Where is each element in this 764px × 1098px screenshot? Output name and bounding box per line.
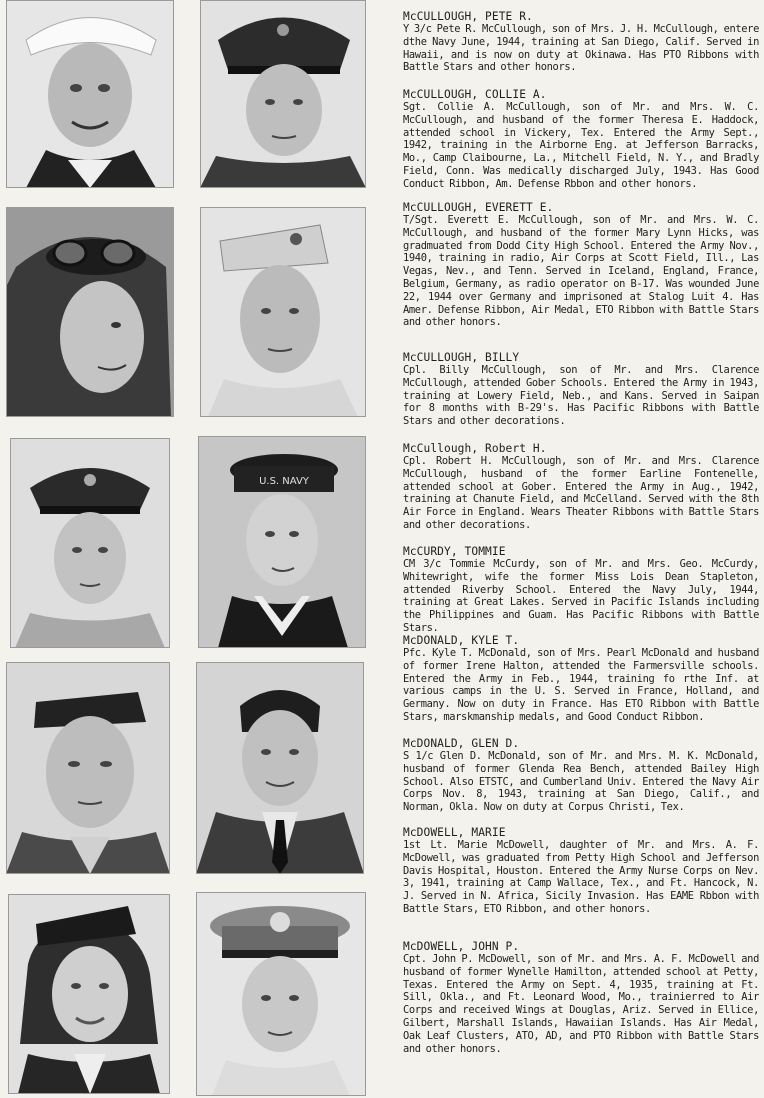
entry-text: S 1/c Glen D. McDonald, son of Mr. and Mrs. M. K. McDonald, husband of former Glenda Rea Bench, attended Bailey High School. Also ETSTC, and Cumberland Univ. Entered the Navy Air Corps Nov. 8, 1943, training at San Diego, Calif., and Norman, Okla. Now on duty at Corpus Christi, Tex.	[403, 750, 759, 814]
entry-name: McCULLOUGH, BILLY	[403, 351, 520, 364]
bio-entry-john-mcdowell	[397, 940, 759, 1055]
bio-entry-billy-mccullough	[397, 351, 759, 428]
bio-entry-tommie-mccurdy	[397, 545, 759, 635]
portrait-photo-4	[200, 207, 366, 417]
portrait-photo-7	[6, 662, 170, 874]
entry-name: McCULLOUGH, COLLIE A.	[403, 88, 547, 101]
entry-text: 1st Lt. Marie McDowell, daughter of Mr. and Mrs. A. F. McDowell, was graduated from Petty High School and Jefferson Davis Hospital, Houston. Entered the Army Nurse Corps on Nev. 3, 1941, training at Camp Wallace, Tex., and Ft. Hancock, N. J. Served in N. Africa, Sicily Invasion. Has EAME Rbbon with Battle Stars, ETO Ribbon, and other honors.	[403, 839, 759, 915]
entry-text: Cpt. John P. McDowell, son of Mr. and Mrs. A. F. McDowell and husband of former Wynelle Hamilton, attended school at Petty, Texas. Entered the Army on Sept. 4, 1935, training at Ft. Sill, Okla., and Ft. Leonard Wood, Mo., trainierred to Air Corps and received Wings at Douglas, Ariz. Served in Ellice, Gilbert, Marshall Islands, Hawaiian Islands. Has Air Medal, Oak Leaf Clusters, ATO, AD, and PTO Ribbon with Battle Stars and other honors.	[403, 953, 759, 1055]
portrait-photo-10	[196, 892, 366, 1096]
entry-text: Pfc. Kyle T. McDonald, son of Mrs. Pearl McDonald and husband of former Irene Halton, attended the Farmersville schools. Entered the Army in Feb., 1944, training fo rthe Inf. at various camps in the U. S. Served in France, Holland, and Germany. Now on duty in France. Has ETO Ribbon with Battle Stars, marskmanship medals, and Good Conduct Ribbon.	[403, 647, 759, 723]
portrait-photo-9	[8, 894, 170, 1094]
entry-text: CM 3/c Tommie McCurdy, son of Mr. and Mrs. Geo. McCurdy, Whitewright, wife the former Miss Lois Dean Stapleton, attended Riverby School. Entered the Navy July, 1944, training at Great Lakes. Served in Pacific Islands including the Philippines and Guam. Has Pacific Ribbons with Battle Stars.	[403, 558, 759, 634]
bio-entry-kyle-mcdonald	[397, 634, 759, 724]
portrait-photo-1	[6, 0, 174, 188]
entry-name: McCULLOUGH, EVERETT E.	[403, 201, 554, 214]
entry-name: McDOWELL, JOHN P.	[403, 940, 520, 953]
entry-name: McCULLOUGH, PETE R.	[403, 10, 533, 23]
sailor-portrait-icon	[6, 0, 174, 188]
aviator-portrait-icon	[6, 207, 174, 417]
entry-text: Sgt. Collie A. McCullough, son of Mr. and Mrs. W. C. McCullough, and husband of the former Theresa E. Haddock, attended school in Vickery, Tex. Entered the Army Sept., 1942, training in the Airborne Eng. at Jefferson Barracks, Mo., Camp Claibourne, La., Mitchell Field, N. Y., and Bradly Field, Conn. Was medically discharged July, 1943. Has Good Conduct Ribbon, Am. Defense Rbbon and other honors.	[403, 101, 759, 190]
portrait-photo-6	[198, 436, 366, 648]
soldier-portrait-icon	[10, 438, 170, 648]
bio-entry-pete-mccullough	[397, 10, 759, 74]
sailor-navy-cap-portrait-icon	[198, 436, 366, 648]
entry-name: McCURDY, TOMMIE	[403, 545, 506, 558]
bio-entry-everett-mccullough	[397, 201, 759, 329]
officer-portrait-icon	[196, 892, 366, 1096]
nurse-portrait-icon	[8, 894, 170, 1094]
soldier-garrison-portrait-icon	[200, 207, 366, 417]
civilian-portrait-icon	[196, 662, 364, 874]
entry-text: Cpl. Billy McCullough, son of Mr. and Mrs. Clarence McCullough, attended Gober Schools. Entered the Army in 1943, training at Lowery Field, Neb., and Kans. Served in Saipan for 8 months with B-29's. Has Pacific Ribbons with Battle Stars and other decorations.	[403, 364, 759, 428]
entry-name: McDONALD, GLEN D.	[403, 737, 520, 750]
entry-name: McDOWELL, MARIE	[403, 826, 506, 839]
entry-name: McCullough, Robert H.	[403, 442, 547, 455]
bio-entry-robert-mccullough	[397, 442, 759, 532]
portrait-photo-2	[200, 0, 366, 188]
bio-entry-glen-mcdonald	[397, 737, 759, 814]
bio-entry-collie-mccullough	[397, 88, 759, 191]
cap-text: U.S. NAVY	[259, 476, 309, 487]
entry-text: T/Sgt. Everett E. McCullough, son of Mr. and Mrs. W. C. McCullough, and husband of the former Mary Lynn Hicks, was gradmuated from Dodd City High School. Entered the Army Nov., 1940, training in radio, Air Corps at Scott Field, Ill., Las Vegas, Nev., and Tenn. Served in Iceland, England, France, Belgium, Germany, as radio operator on B-17. Was wounded June 22, 1944 over Germany and imprisoned at Stalog Luit 4. Has Amer. Defense Ribbon, Air Medal, ETO Ribbon with Battle Stars and other honors.	[403, 214, 759, 329]
portrait-photo-3	[6, 207, 174, 417]
soldier-cap-portrait-icon	[200, 0, 366, 188]
soldier-garrison-portrait-icon	[6, 662, 170, 874]
entry-text: Y 3/c Pete R. McCullough, son of Mrs. J. H. McCullough, entere dthe Navy June, 1944, training at San Diego, Calif. Served in Hawaii, and is now on duty at Okinawa. Has PTO Ribbons with Battle Stars and other honors.	[403, 23, 759, 74]
bio-entry-marie-mcdowell	[397, 826, 759, 916]
entry-text: Cpl. Robert H. McCullough, son of Mr. and Mrs. Clarence McCullough, husband of the former Earline Fontenelle, attended school at Gober. Entered the Army in Aug., 1942, training at Chanute Field, and McCelland. Served with the 8th Air Force in England. Wears Theater Ribbons with Battle Stars and other decorations.	[403, 455, 759, 531]
entry-name: McDONALD, KYLE T.	[403, 634, 520, 647]
portrait-photo-8	[196, 662, 364, 874]
portrait-photo-5	[10, 438, 170, 648]
